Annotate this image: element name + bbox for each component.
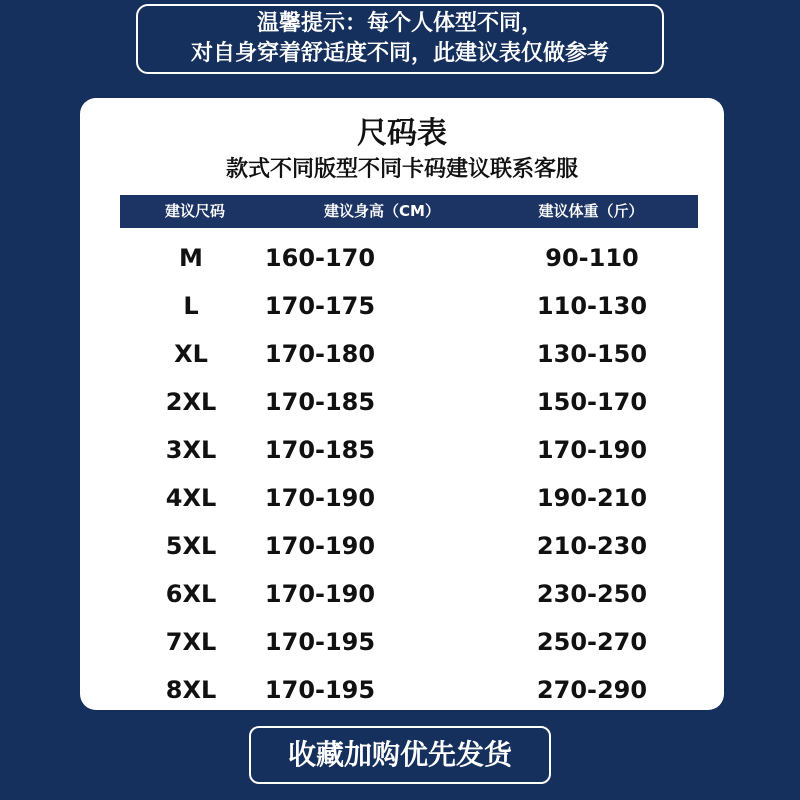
cell-height: 160-170 <box>264 244 376 272</box>
table-row <box>120 618 698 666</box>
cell-size: 7XL <box>165 628 217 656</box>
table-header <box>120 195 698 228</box>
size-chart-card <box>80 98 724 710</box>
cell-size: 4XL <box>165 484 217 512</box>
cell-height: 170-190 <box>264 580 376 608</box>
cell-height: 170-190 <box>264 532 376 560</box>
header-size: 建议尺码 <box>164 202 225 220</box>
cell-weight: 230-250 <box>536 580 648 608</box>
cell-size: 5XL <box>165 532 217 560</box>
cell-weight: 150-170 <box>536 388 648 416</box>
cell-weight: 270-290 <box>536 676 648 704</box>
cell-weight: 210-230 <box>536 532 648 560</box>
table-body <box>120 234 698 714</box>
cell-size: 2XL <box>165 388 217 416</box>
notice-line-1: 温馨提示：每个人体型不同， <box>256 11 543 36</box>
cell-weight: 250-270 <box>536 628 648 656</box>
table-row <box>120 234 698 282</box>
cell-size: 3XL <box>165 436 217 464</box>
notice-line-2: 对自身穿着舒适度不同，此建议表仅做参考 <box>190 41 609 66</box>
table-row <box>120 426 698 474</box>
table-row <box>120 570 698 618</box>
table-row <box>120 474 698 522</box>
cell-size: XL <box>174 340 208 368</box>
notice-box <box>136 4 664 74</box>
cell-height: 170-195 <box>264 676 376 704</box>
cell-weight: 190-210 <box>536 484 648 512</box>
cell-height: 170-185 <box>264 436 376 464</box>
cell-height: 170-190 <box>264 484 376 512</box>
table-row <box>120 378 698 426</box>
chart-subtitle: 款式不同版型不同卡码建议联系客服 <box>225 157 578 182</box>
cell-height: 170-180 <box>264 340 376 368</box>
table-row <box>120 666 698 714</box>
cell-size: M <box>179 244 203 272</box>
cell-height: 170-185 <box>264 388 376 416</box>
cell-weight: 130-150 <box>536 340 648 368</box>
favorite-cart-banner: 收藏加购优先发货 <box>249 726 551 784</box>
cell-size: 8XL <box>165 676 217 704</box>
chart-title: 尺码表 <box>357 116 447 151</box>
cell-weight: 170-190 <box>536 436 648 464</box>
table-row <box>120 330 698 378</box>
cell-height: 170-175 <box>264 292 376 320</box>
cell-height: 170-195 <box>264 628 376 656</box>
cell-weight: 110-130 <box>536 292 648 320</box>
cell-weight: 90-110 <box>545 244 639 272</box>
cell-size: 6XL <box>165 580 217 608</box>
cell-size: L <box>183 292 199 320</box>
header-height: 建议身高（CM） <box>324 202 440 220</box>
header-weight: 建议体重（斤） <box>538 202 644 220</box>
table-row <box>120 282 698 330</box>
table-row <box>120 522 698 570</box>
